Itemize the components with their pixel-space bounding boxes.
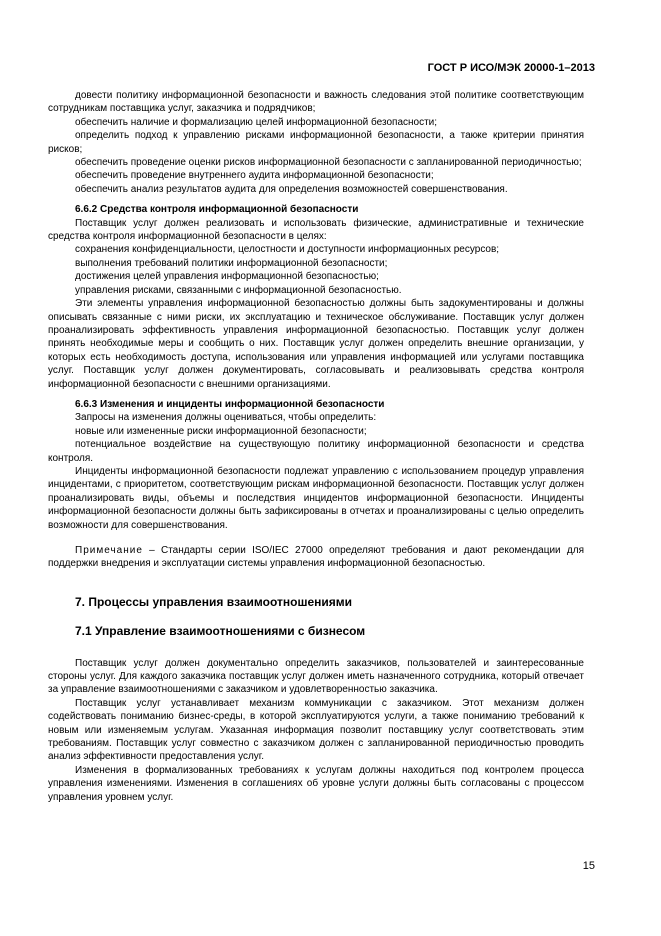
paragraph: Инциденты информационной безопасности подлежат управлению с использованием процедур управления инцидентами, с приоритетом, соответствующим рискам информационной безопасности. Поставщик услуг должен проанализировать виды, объемы и последствия инцидентов информационной безопасности. Инциденты информационной безопасности должны быть зафиксированы в отчетах и проанализированы с целью определить возможности для совершенствования. (48, 465, 584, 531)
intro-item: обеспечить проведение внутреннего аудита информационной безопасности; (75, 170, 434, 182)
section-7-1-title: 7.1 Управление взаимоотношениями с бизнесом (75, 624, 366, 639)
paragraph: Поставщик услуг устанавливает механизм коммуникации с заказчиком. Этот механизм должен содействовать пониманию бизнес-среды, в которой эксплуатируются услуги, а также пониманию требований к новым или изменяемым услугам. Указанная информация позволит поставщику услуг соответствовать этим требованиям. Поставщик услуг совместно с заказчиком должен с запланированной периодичностью проводить анализ эффективности предоставления услуг. (48, 697, 584, 763)
paragraph: Поставщик услуг должен документально определить заказчиков, пользователей и заинтересованные стороны услуг. Для каждого заказчика поставщик услуг должен иметь назначенного сотрудника, который отвечает за управление взаимоотношениями с заказчиком и удовлетворенностью заказчика. (48, 657, 584, 696)
note-label: Примечание (75, 545, 143, 556)
list-item: выполнения требований политики информационной безопасности; (75, 257, 388, 269)
document-header: ГОСТ Р ИСО/МЭК 20000-1–2013 (427, 62, 595, 74)
paragraph: Изменения в формализованных требованиях к услугам должны находиться под контролем процесса управления изменениями. Изменения в соглашениях об уровне услуги должны быть согласованы с процессом управления уровнем услуг. (48, 764, 584, 803)
list-item: потенциальное воздействие на существующую политику информационной безопасности и средства контроля. (48, 439, 584, 464)
list-item: достижения целей управления информационной безопасностью; (75, 271, 379, 283)
intro-item: обеспечить анализ результатов аудита для определения возможностей совершенствования. (75, 183, 508, 195)
intro-item: обеспечить наличие и формализацию целей информационной безопасности; (75, 116, 438, 128)
paragraph: Запросы на изменения должны оцениваться, чтобы определить: (75, 412, 377, 424)
intro-item: обеспечить проведение оценки рисков информационной безопасности с запланированной периодичностью; (75, 157, 582, 169)
section-6-6-2-title: 6.6.2 Средства контроля информационной безопасности (75, 204, 359, 216)
intro-item: определить подход к управлению рисками информационной безопасности, а также критерии принятия рисков; (48, 130, 584, 155)
list-item: новые или измененные риски информационной безопасности; (75, 425, 367, 437)
paragraph: Эти элементы управления информационной безопасностью должны быть задокументированы и должны описывать связанные с ними риски, их эксплуатацию и техническое обслуживание. Поставщик услуг должен проанализировать эффективность управления информационной безопасностью. Поставщик услуг должен принять необходимые меры и сообщить о них. Поставщик услуг должен определить внешние организации, у которых есть необходимость доступа, использования или управления информацией или услугами поставщика услуг. Поставщик услуг должен документировать, согласовывать и реализовывать средства контроля информационной безопасности с внешними организациями. (48, 298, 584, 390)
list-item: управления рисками, связанными с информационной безопасностью. (75, 284, 402, 296)
list-item: сохранения конфиденциальности, целостности и доступности информационных ресурсов; (75, 244, 500, 256)
section-7-title: 7. Процессы управления взаимоотношениями (75, 594, 353, 609)
section-6-6-3-title: 6.6.3 Изменения и инциденты информационной безопасности (75, 398, 385, 410)
paragraph: Поставщик услуг должен реализовать и использовать физические, административные и технические средства контроля информационной безопасности в целях: (48, 217, 584, 243)
note (48, 544, 584, 571)
note-text: – Стандарты серии ISO/IEC 27000 определяют требования и дают рекомендации для поддержки внедрения и эксплуатации системы управления информационной безопасностью. (48, 545, 584, 570)
intro-item: довести политику информационной безопасности и важность следования этой политике соответствующим сотрудникам поставщика услуг, заказчика и подрядчиков; (48, 90, 584, 115)
page-number: 15 (582, 860, 595, 872)
page-content (48, 89, 584, 804)
